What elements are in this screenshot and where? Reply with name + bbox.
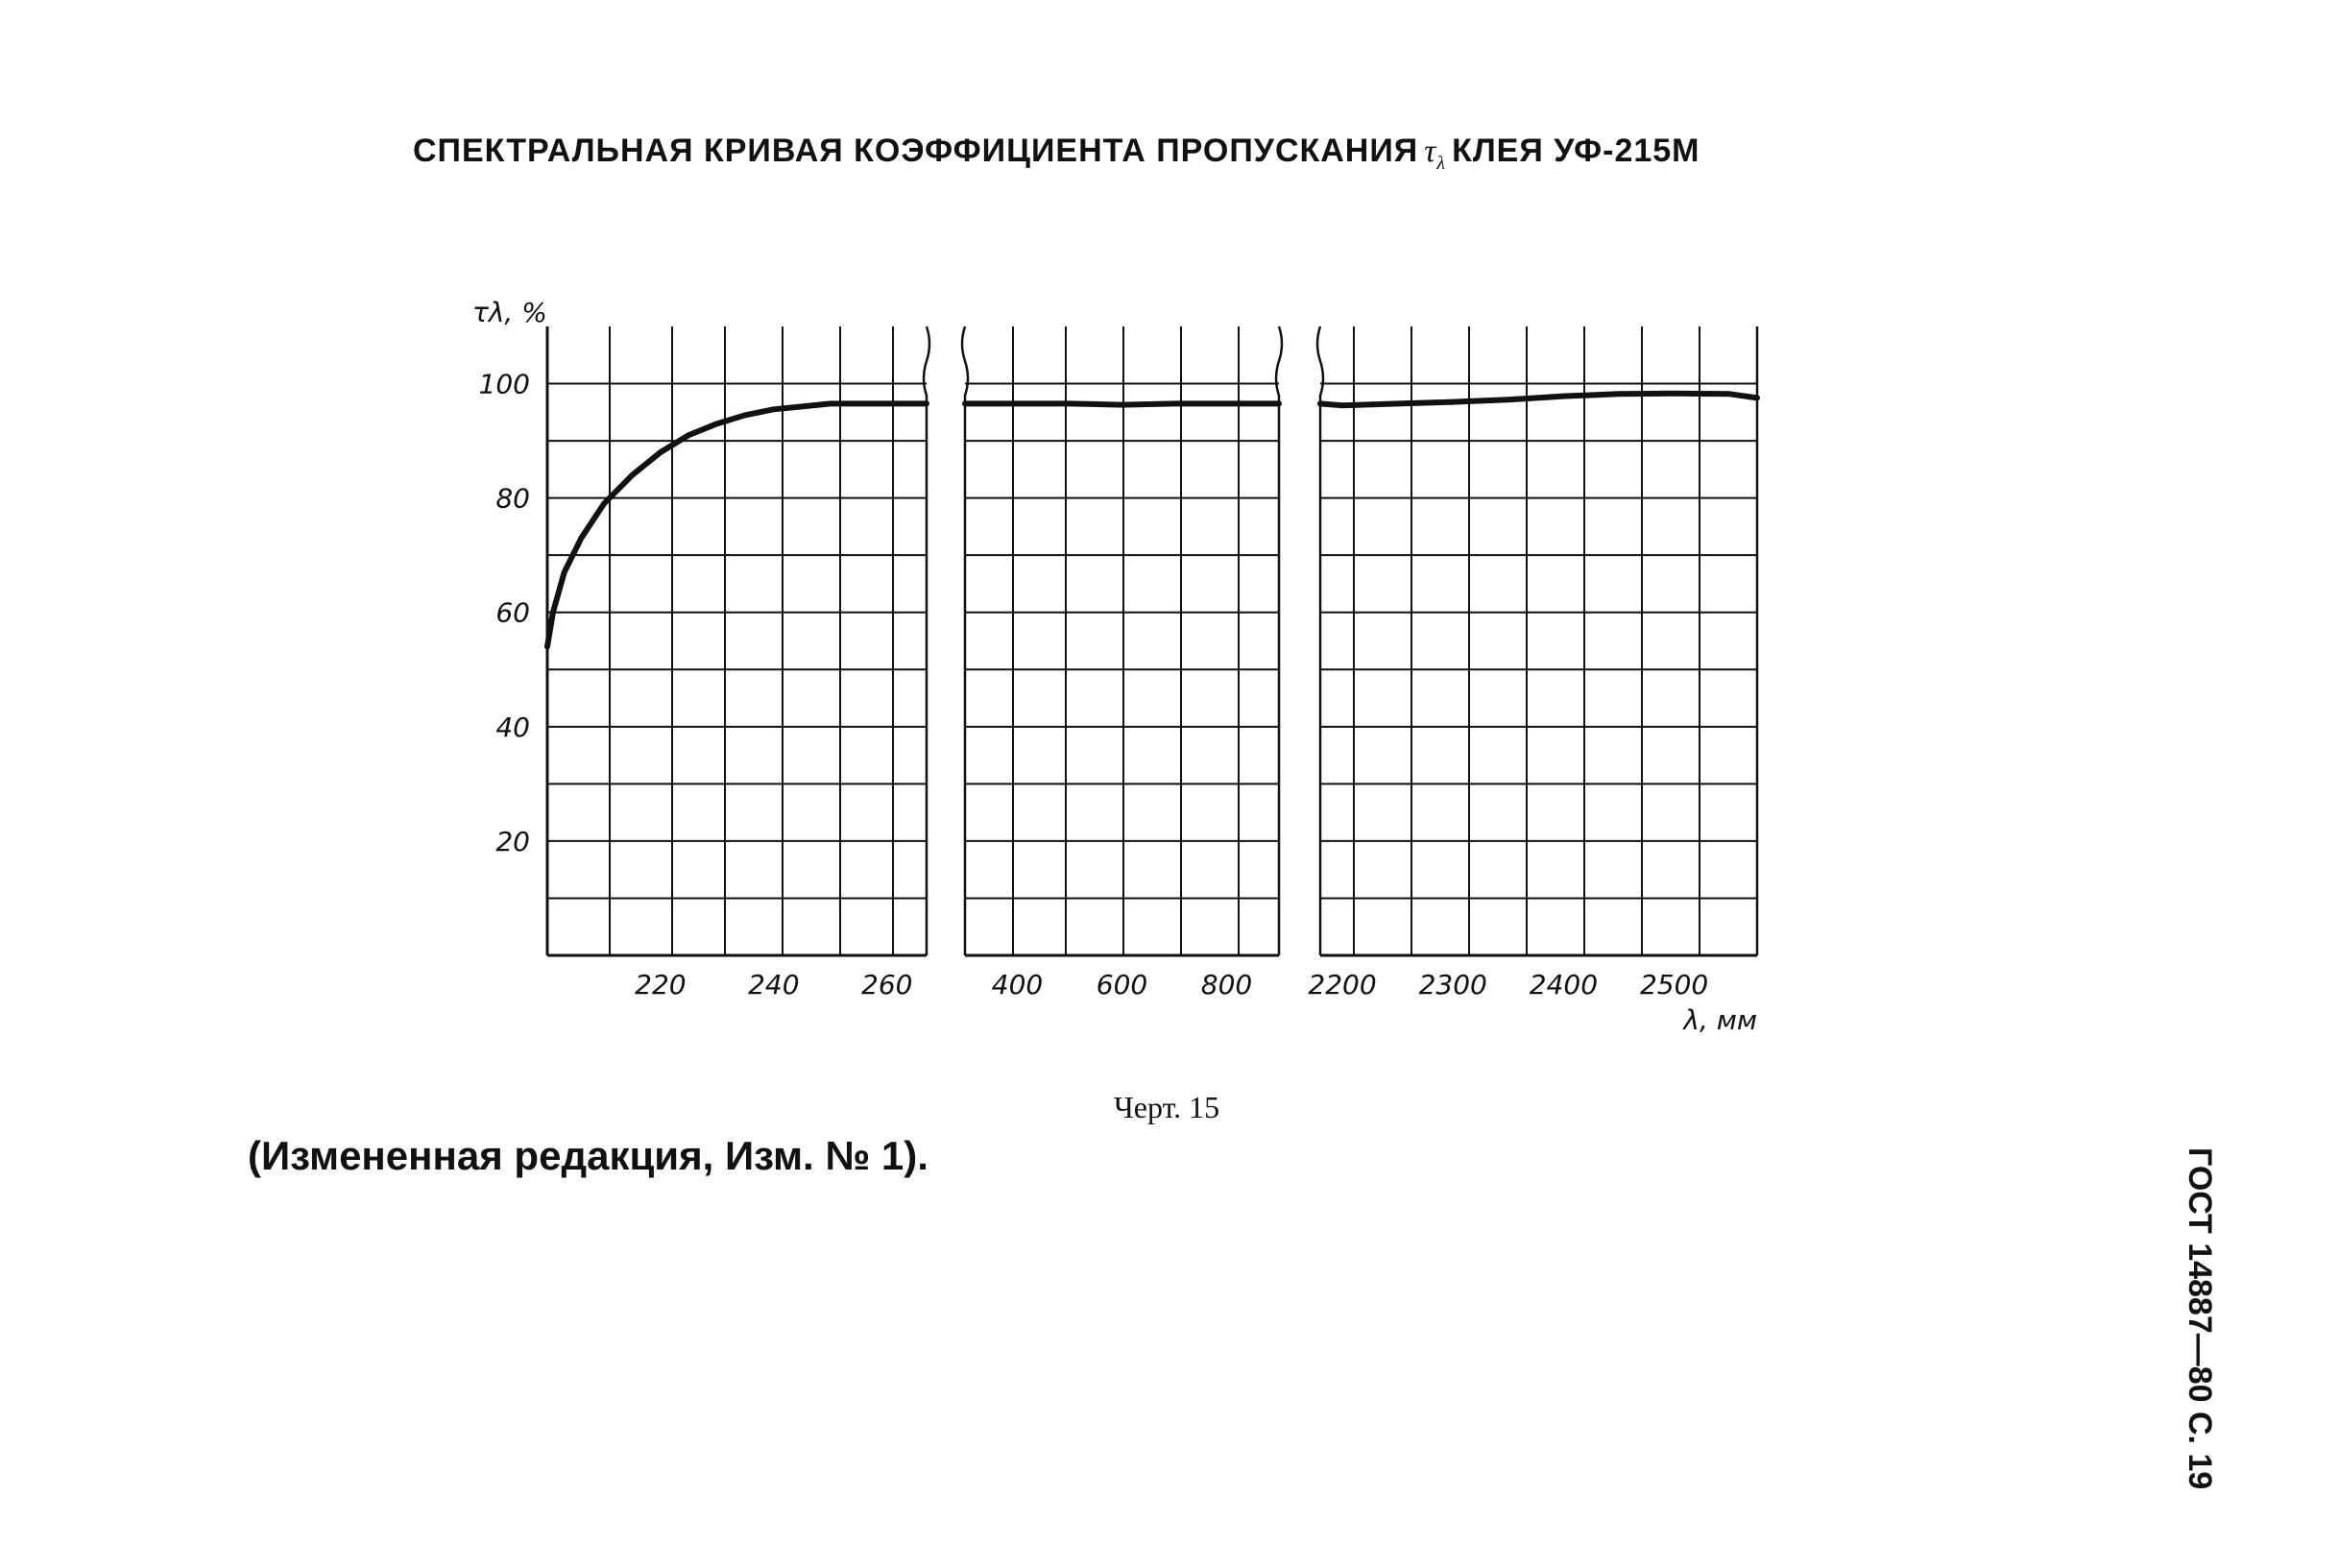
y-axis-label: τλ, % (472, 297, 547, 328)
y-tick-label: 60 (495, 596, 530, 629)
x-tick-label: 2500 (1639, 969, 1709, 1001)
title-symbol-sub: λ (1436, 152, 1447, 174)
x-tick-label: 220 (635, 969, 687, 1001)
x-tick-label: 240 (748, 969, 800, 1001)
series-line-ir (1320, 394, 1757, 406)
y-tick-label: 80 (495, 482, 530, 515)
title-right: КЛЕЯ УФ-215М (1452, 133, 1700, 169)
panel-break-right (1276, 326, 1282, 955)
panel-break-left (962, 326, 968, 955)
x-tick-label: 800 (1200, 969, 1253, 1001)
y-tick-label: 100 (478, 368, 530, 400)
x-tick-label: 600 (1096, 969, 1148, 1001)
x-tick-label: 260 (861, 969, 913, 1001)
figure-caption: Черт. 15 (1114, 1090, 1220, 1124)
revision-note: (Измененная редакция, Изм. № 1). (248, 1133, 928, 1178)
title-symbol-main: τ (1424, 133, 1437, 169)
y-tick-label: 20 (495, 825, 530, 857)
x-tick-label: 400 (991, 969, 1044, 1001)
title-left: СПЕКТРАЛЬНАЯ КРИВАЯ КОЭФФИЦИЕНТА ПРОПУСКАНИЯ (413, 133, 1419, 169)
series-line-visible (965, 403, 1279, 404)
side-document-label: ГОСТ 14887—80 С. 19 (2182, 1147, 2218, 1490)
x-tick-label: 2200 (1308, 969, 1377, 1001)
x-axis-label: λ, мм (1683, 1004, 1757, 1036)
y-tick-label: 40 (495, 711, 530, 743)
x-tick-label: 2400 (1529, 969, 1599, 1001)
x-tick-label: 2300 (1418, 969, 1487, 1001)
panel-break-left (1317, 326, 1323, 955)
panel-break-right (924, 326, 929, 955)
